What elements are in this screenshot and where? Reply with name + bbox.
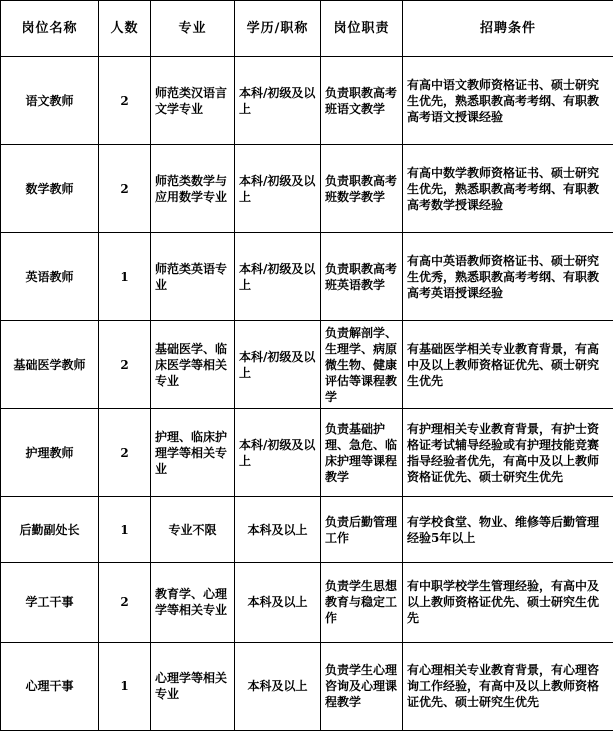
cell-duty: 负责学生思想教育与稳定工作 bbox=[321, 562, 403, 642]
cell-count: 1 bbox=[99, 233, 151, 321]
cell-education: 本科及以上 bbox=[235, 642, 321, 730]
cell-major: 护理、临床护理学等相关专业 bbox=[151, 409, 235, 497]
cell-count: 2 bbox=[99, 321, 151, 409]
cell-education: 本科/初级及以上 bbox=[235, 409, 321, 497]
cell-major: 心理学等相关专业 bbox=[151, 642, 235, 730]
table-row bbox=[1, 145, 613, 233]
cell-major: 教育学、心理学等相关专业 bbox=[151, 562, 235, 642]
header-position: 岗位名称 bbox=[1, 1, 99, 57]
cell-count: 2 bbox=[99, 409, 151, 497]
table-row bbox=[1, 409, 613, 497]
cell-position: 护理教师 bbox=[1, 409, 99, 497]
cell-major: 师范类英语专业 bbox=[151, 233, 235, 321]
table-row bbox=[1, 233, 613, 321]
table-header bbox=[1, 1, 613, 57]
cell-duty: 负责学生心理咨询及心理课程教学 bbox=[321, 642, 403, 730]
header-major: 专业 bbox=[151, 1, 235, 57]
table-row bbox=[1, 497, 613, 563]
cell-duty: 负责解剖学、生理学、病原微生物、健康评估等课程教学 bbox=[321, 321, 403, 409]
cell-count: 2 bbox=[99, 145, 151, 233]
cell-education: 本科/初级及以上 bbox=[235, 321, 321, 409]
cell-count: 2 bbox=[99, 562, 151, 642]
cell-count: 1 bbox=[99, 642, 151, 730]
cell-position: 学工干事 bbox=[1, 562, 99, 642]
cell-requirements: 有基础医学相关专业教育背景，有高中及以上教师资格证优先、硕士研究生优先 bbox=[403, 321, 613, 409]
cell-major: 基础医学、临床医学等相关专业 bbox=[151, 321, 235, 409]
cell-requirements: 有中职学校学生管理经验，有高中及以上教师资格证优先、硕士研究生优先 bbox=[403, 562, 613, 642]
header-requirements: 招聘条件 bbox=[403, 1, 613, 57]
table-row bbox=[1, 321, 613, 409]
table-body bbox=[1, 57, 613, 731]
cell-duty: 负责职教高考班英语教学 bbox=[321, 233, 403, 321]
cell-count: 2 bbox=[99, 57, 151, 145]
header-row bbox=[1, 1, 613, 57]
cell-duty: 负责基础护理、急危、临床护理等课程教学 bbox=[321, 409, 403, 497]
cell-requirements: 有高中数学教师资格证书、硕士研究生优先，熟悉职教高考考纲、有职教高考数学授课经验 bbox=[403, 145, 613, 233]
table-row bbox=[1, 57, 613, 145]
cell-major: 专业不限 bbox=[151, 497, 235, 563]
cell-position: 英语教师 bbox=[1, 233, 99, 321]
cell-position: 数学教师 bbox=[1, 145, 99, 233]
cell-requirements: 有学校食堂、物业、维修等后勤管理经验5年以上 bbox=[403, 497, 613, 563]
cell-position: 后勤副处长 bbox=[1, 497, 99, 563]
cell-education: 本科及以上 bbox=[235, 562, 321, 642]
table-row bbox=[1, 562, 613, 642]
header-count: 人数 bbox=[99, 1, 151, 57]
cell-major: 师范类汉语言文学专业 bbox=[151, 57, 235, 145]
cell-duty: 负责后勤管理工作 bbox=[321, 497, 403, 563]
cell-position: 语文教师 bbox=[1, 57, 99, 145]
cell-duty: 负责职教高考班语文教学 bbox=[321, 57, 403, 145]
cell-education: 本科/初级及以上 bbox=[235, 145, 321, 233]
cell-major: 师范类数学与应用数学专业 bbox=[151, 145, 235, 233]
header-education: 学历/职称 bbox=[235, 1, 321, 57]
cell-requirements: 有护理相关专业教育背景，有护士资格证考试辅导经验或有护理技能竞赛指导经验者优先，有高中及以上教师资格证优先、硕士研究生优先 bbox=[403, 409, 613, 497]
cell-requirements: 有心理相关专业教育背景，有心理咨询工作经验，有高中及以上教师资格证优先、硕士研究生优先 bbox=[403, 642, 613, 730]
cell-education: 本科/初级及以上 bbox=[235, 233, 321, 321]
table-row bbox=[1, 642, 613, 730]
cell-education: 本科/初级及以上 bbox=[235, 57, 321, 145]
cell-requirements: 有高中英语教师资格证书、硕士研究生优秀，熟悉职教高考考纲、有职教高考英语授课经验 bbox=[403, 233, 613, 321]
cell-education: 本科及以上 bbox=[235, 497, 321, 563]
cell-count: 1 bbox=[99, 497, 151, 563]
header-duty: 岗位职责 bbox=[321, 1, 403, 57]
cell-position: 心理干事 bbox=[1, 642, 99, 730]
cell-requirements: 有高中语文教师资格证书、硕士研究生优先，熟悉职教高考考纲、有职教高考语文授课经验 bbox=[403, 57, 613, 145]
cell-duty: 负责职教高考班数学教学 bbox=[321, 145, 403, 233]
cell-position: 基础医学教师 bbox=[1, 321, 99, 409]
